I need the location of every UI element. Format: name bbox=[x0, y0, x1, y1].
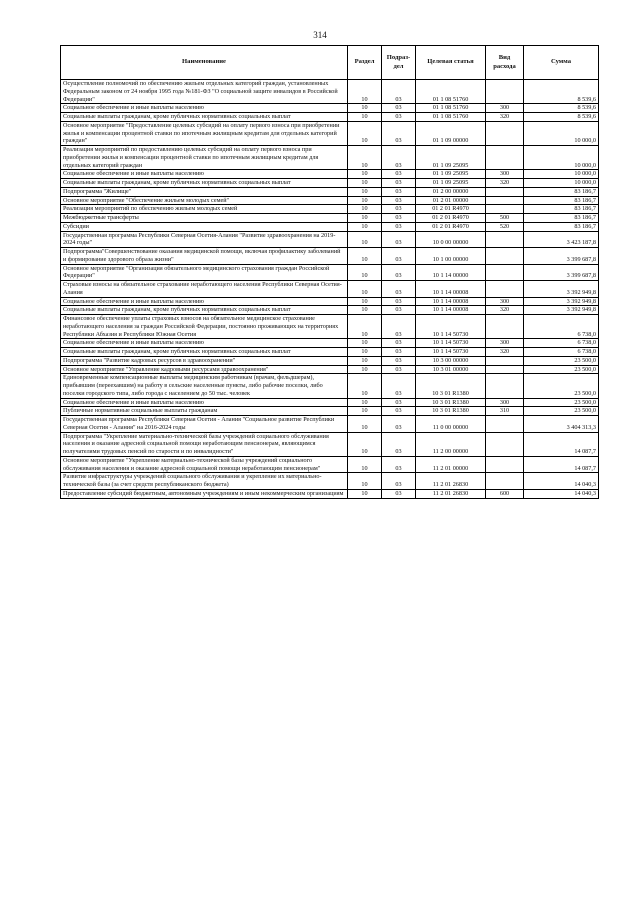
cell-name: Развитие инфраструктуры учреждений социального обслуживания и укрепление их материально-технической базы (за счет средств республиканского бюджета) bbox=[61, 473, 348, 490]
cell-kind bbox=[486, 315, 524, 339]
cell-name: Публичные нормативные социальные выплаты гражданам bbox=[61, 407, 348, 416]
cell-name: Основное мероприятие "Организация обязательного медицинского страхования граждан Российской Федерации" bbox=[61, 264, 348, 281]
cell-subsection: 03 bbox=[382, 281, 416, 298]
cell-section: 10 bbox=[348, 248, 382, 265]
cell-name: Финансовое обеспечение уплаты страховых взносов на обязательное медицинское страхование неработающего населения за граждан Российской Федерации, постоянно проживающих на территориях Республики Абхазия и Республики Южная Осетия bbox=[61, 315, 348, 339]
cell-code: 10 3 01 R1380 bbox=[416, 407, 486, 416]
table-row bbox=[61, 170, 599, 179]
cell-code: 10 1 14 00008 bbox=[416, 281, 486, 298]
cell-subsection: 03 bbox=[382, 179, 416, 188]
cell-name: Реализация мероприятий по обеспечению жильем молодых семей bbox=[61, 205, 348, 214]
cell-code: 10 3 01 R1380 bbox=[416, 374, 486, 398]
cell-name: Основное мероприятие "Обеспечение жильем молодых семей" bbox=[61, 196, 348, 205]
cell-kind bbox=[486, 80, 524, 104]
cell-kind bbox=[486, 374, 524, 398]
cell-name: Основное мероприятие "Укрепление материально-технической базы учреждений социального обслуживания населения и оказание адресной социальной помощи неработающим пенсионерам" bbox=[61, 456, 348, 473]
table-row bbox=[61, 80, 599, 104]
cell-subsection: 03 bbox=[382, 80, 416, 104]
cell-name: Подпрограмма "Жилище" bbox=[61, 187, 348, 196]
cell-subsection: 03 bbox=[382, 407, 416, 416]
table-row bbox=[61, 398, 599, 407]
cell-name: Основное мероприятие "Управление кадровыми ресурсами здравоохранения" bbox=[61, 365, 348, 374]
cell-code: 11 0 00 00000 bbox=[416, 416, 486, 433]
cell-subsection: 03 bbox=[382, 146, 416, 170]
cell-section: 10 bbox=[348, 456, 382, 473]
cell-subsection: 03 bbox=[382, 356, 416, 365]
cell-sum: 6 738,0 bbox=[524, 315, 599, 339]
cell-section: 10 bbox=[348, 113, 382, 122]
table-row bbox=[61, 231, 599, 248]
cell-section: 10 bbox=[348, 432, 382, 456]
cell-code: 11 2 01 26830 bbox=[416, 489, 486, 498]
cell-sum: 8 539,6 bbox=[524, 113, 599, 122]
column-header-kind: Вид расхода bbox=[486, 46, 524, 80]
cell-section: 10 bbox=[348, 222, 382, 231]
page-number: 314 bbox=[313, 30, 327, 40]
cell-sum: 14 087,7 bbox=[524, 432, 599, 456]
cell-subsection: 03 bbox=[382, 365, 416, 374]
table-row bbox=[61, 196, 599, 205]
cell-section: 10 bbox=[348, 365, 382, 374]
cell-kind bbox=[486, 456, 524, 473]
cell-name: Осуществление полномочий по обеспечению жильем отдельных категорий граждан, установленных Федеральным законом от 24 ноября 1995 года №181-ФЗ "О социальной защите инвалидов в Российской Федерации" bbox=[61, 80, 348, 104]
table-row bbox=[61, 222, 599, 231]
cell-code: 10 1 14 00000 bbox=[416, 264, 486, 281]
cell-code: 01 1 08 51760 bbox=[416, 80, 486, 104]
cell-section: 10 bbox=[348, 315, 382, 339]
cell-kind bbox=[486, 432, 524, 456]
cell-code: 10 1 14 00008 bbox=[416, 297, 486, 306]
cell-sum: 10 000,0 bbox=[524, 121, 599, 145]
cell-section: 10 bbox=[348, 170, 382, 179]
cell-section: 10 bbox=[348, 231, 382, 248]
cell-section: 10 bbox=[348, 264, 382, 281]
cell-section: 10 bbox=[348, 187, 382, 196]
cell-name: Социальные выплаты гражданам, кроме публичных нормативных социальных выплат bbox=[61, 113, 348, 122]
table-row bbox=[61, 432, 599, 456]
cell-kind: 600 bbox=[486, 489, 524, 498]
cell-section: 10 bbox=[348, 80, 382, 104]
cell-section: 10 bbox=[348, 473, 382, 490]
cell-subsection: 03 bbox=[382, 121, 416, 145]
cell-kind: 310 bbox=[486, 407, 524, 416]
cell-code: 01 1 08 51760 bbox=[416, 113, 486, 122]
cell-name: Социальные выплаты гражданам, кроме публичных нормативных социальных выплат bbox=[61, 306, 348, 315]
cell-section: 10 bbox=[348, 489, 382, 498]
cell-kind bbox=[486, 146, 524, 170]
cell-kind: 320 bbox=[486, 179, 524, 188]
cell-code: 11 2 01 26830 bbox=[416, 473, 486, 490]
cell-kind: 300 bbox=[486, 339, 524, 348]
cell-name: Социальное обеспечение и иные выплаты населению bbox=[61, 170, 348, 179]
cell-subsection: 03 bbox=[382, 315, 416, 339]
cell-sum: 3 399 687,8 bbox=[524, 264, 599, 281]
cell-subsection: 03 bbox=[382, 297, 416, 306]
cell-sum: 23 500,0 bbox=[524, 407, 599, 416]
cell-subsection: 03 bbox=[382, 416, 416, 433]
table-row bbox=[61, 416, 599, 433]
cell-section: 10 bbox=[348, 374, 382, 398]
table-row bbox=[61, 146, 599, 170]
cell-kind: 300 bbox=[486, 104, 524, 113]
cell-sum: 23 500,0 bbox=[524, 356, 599, 365]
cell-subsection: 03 bbox=[382, 214, 416, 223]
cell-subsection: 03 bbox=[382, 196, 416, 205]
table-row bbox=[61, 281, 599, 298]
cell-kind bbox=[486, 196, 524, 205]
cell-section: 10 bbox=[348, 281, 382, 298]
table-row bbox=[61, 214, 599, 223]
table-row bbox=[61, 297, 599, 306]
cell-section: 10 bbox=[348, 416, 382, 433]
cell-code: 10 1 00 00000 bbox=[416, 248, 486, 265]
cell-subsection: 03 bbox=[382, 489, 416, 498]
cell-subsection: 03 bbox=[382, 264, 416, 281]
cell-sum: 3 423 187,8 bbox=[524, 231, 599, 248]
cell-section: 10 bbox=[348, 121, 382, 145]
cell-section: 10 bbox=[348, 398, 382, 407]
cell-code: 01 1 09 00000 bbox=[416, 121, 486, 145]
cell-code: 01 1 09 25095 bbox=[416, 170, 486, 179]
table-row bbox=[61, 104, 599, 113]
table-row bbox=[61, 179, 599, 188]
cell-sum: 83 186,7 bbox=[524, 196, 599, 205]
cell-sum: 3 392 949,8 bbox=[524, 281, 599, 298]
cell-section: 10 bbox=[348, 348, 382, 357]
cell-code: 01 2 01 00000 bbox=[416, 196, 486, 205]
cell-sum: 23 500,0 bbox=[524, 365, 599, 374]
column-header-sum: Сумма bbox=[524, 46, 599, 80]
cell-name: Реализация мероприятий по предоставлению целевых субсидий на оплату первого взноса при приобретении жилья и компенсации процентной ставки по ипотечным жилищным кредитам для отдельных категорий граждан bbox=[61, 146, 348, 170]
cell-sum: 10 000,0 bbox=[524, 179, 599, 188]
cell-code: 11 2 00 00000 bbox=[416, 432, 486, 456]
table-row bbox=[61, 348, 599, 357]
cell-kind bbox=[486, 205, 524, 214]
cell-sum: 83 186,7 bbox=[524, 214, 599, 223]
cell-name: Социальные выплаты гражданам, кроме публичных нормативных социальных выплат bbox=[61, 348, 348, 357]
cell-code: 01 1 09 25095 bbox=[416, 179, 486, 188]
table-row bbox=[61, 121, 599, 145]
cell-sum: 8 539,6 bbox=[524, 80, 599, 104]
cell-sum: 23 500,0 bbox=[524, 374, 599, 398]
cell-code: 01 2 00 00000 bbox=[416, 187, 486, 196]
cell-sum: 3 392 949,8 bbox=[524, 297, 599, 306]
cell-name: Страховые взносы на обязательное страхование неработающего населения Республики Северная Осетия-Алания bbox=[61, 281, 348, 298]
table-row bbox=[61, 205, 599, 214]
cell-section: 10 bbox=[348, 407, 382, 416]
table-row bbox=[61, 306, 599, 315]
table-header-row bbox=[61, 46, 599, 80]
table-row bbox=[61, 473, 599, 490]
cell-kind bbox=[486, 187, 524, 196]
cell-section: 10 bbox=[348, 205, 382, 214]
cell-code: 10 3 01 00000 bbox=[416, 365, 486, 374]
cell-kind: 500 bbox=[486, 214, 524, 223]
cell-name: Предоставление субсидий бюджетным, автономным учреждениям и иным некоммерческим организациям bbox=[61, 489, 348, 498]
cell-name: Социальное обеспечение и иные выплаты населению bbox=[61, 104, 348, 113]
cell-section: 10 bbox=[348, 214, 382, 223]
cell-code: 01 2 01 R4970 bbox=[416, 214, 486, 223]
cell-subsection: 03 bbox=[382, 104, 416, 113]
cell-section: 10 bbox=[348, 104, 382, 113]
cell-sum: 14 040,3 bbox=[524, 473, 599, 490]
cell-sum: 3 399 687,8 bbox=[524, 248, 599, 265]
cell-kind bbox=[486, 248, 524, 265]
table-row bbox=[61, 248, 599, 265]
table-row bbox=[61, 489, 599, 498]
cell-kind bbox=[486, 121, 524, 145]
cell-sum: 6 738,0 bbox=[524, 348, 599, 357]
cell-subsection: 03 bbox=[382, 170, 416, 179]
cell-code: 01 2 01 R4970 bbox=[416, 205, 486, 214]
cell-name: Подпрограмма "Развитие кадровых ресурсов в здравоохранении" bbox=[61, 356, 348, 365]
cell-subsection: 03 bbox=[382, 187, 416, 196]
cell-kind bbox=[486, 473, 524, 490]
cell-sum: 3 404 313,3 bbox=[524, 416, 599, 433]
cell-code: 01 1 09 25095 bbox=[416, 146, 486, 170]
cell-kind: 320 bbox=[486, 113, 524, 122]
cell-kind: 320 bbox=[486, 306, 524, 315]
cell-kind bbox=[486, 264, 524, 281]
cell-code: 01 2 01 R4970 bbox=[416, 222, 486, 231]
cell-code: 01 1 08 51760 bbox=[416, 104, 486, 113]
cell-kind: 300 bbox=[486, 170, 524, 179]
cell-sum: 14 087,7 bbox=[524, 456, 599, 473]
table-row bbox=[61, 113, 599, 122]
cell-code: 10 1 14 50730 bbox=[416, 339, 486, 348]
cell-code: 11 2 01 00000 bbox=[416, 456, 486, 473]
cell-subsection: 03 bbox=[382, 248, 416, 265]
cell-code: 10 3 01 R1380 bbox=[416, 398, 486, 407]
cell-code: 10 3 00 00000 bbox=[416, 356, 486, 365]
cell-sum: 6 738,0 bbox=[524, 339, 599, 348]
cell-code: 10 0 00 00000 bbox=[416, 231, 486, 248]
cell-kind: 520 bbox=[486, 222, 524, 231]
cell-subsection: 03 bbox=[382, 456, 416, 473]
cell-name: Единовременные компенсационные выплаты медицинским работникам (врачам, фельдшерам), прибывшим (переехавшим) на работу в сельские населенные пункты, либо рабочие поселки, либо поселки городского типа, либо города с населением до 50 тыс. человек bbox=[61, 374, 348, 398]
budget-table bbox=[60, 45, 599, 499]
table-row bbox=[61, 356, 599, 365]
cell-code: 10 1 14 00008 bbox=[416, 306, 486, 315]
table-row bbox=[61, 264, 599, 281]
cell-section: 10 bbox=[348, 146, 382, 170]
table-row bbox=[61, 339, 599, 348]
cell-sum: 10 000,0 bbox=[524, 170, 599, 179]
cell-subsection: 03 bbox=[382, 398, 416, 407]
cell-section: 10 bbox=[348, 356, 382, 365]
cell-subsection: 03 bbox=[382, 306, 416, 315]
table-row bbox=[61, 315, 599, 339]
column-header-code: Целевая статья bbox=[416, 46, 486, 80]
cell-subsection: 03 bbox=[382, 205, 416, 214]
cell-name: Социальное обеспечение и иные выплаты населению bbox=[61, 398, 348, 407]
cell-name: Субсидии bbox=[61, 222, 348, 231]
cell-subsection: 03 bbox=[382, 339, 416, 348]
cell-sum: 3 392 949,8 bbox=[524, 306, 599, 315]
cell-sum: 8 539,6 bbox=[524, 104, 599, 113]
cell-code: 10 1 14 50730 bbox=[416, 348, 486, 357]
column-header-section: Раздел bbox=[348, 46, 382, 80]
column-header-name: Наименование bbox=[61, 46, 348, 80]
cell-name: Государственная программа Республики Северная Осетия - Алания "Социальное развитие Республики Северная Осетия - Алания" на 2016-2024 годы bbox=[61, 416, 348, 433]
cell-name: Государственная программа Республики Северная Осетия-Алания "Развитие здравоохранения на 2019-2024 годы" bbox=[61, 231, 348, 248]
cell-sum: 10 000,0 bbox=[524, 146, 599, 170]
cell-kind bbox=[486, 231, 524, 248]
cell-sum: 83 186,7 bbox=[524, 187, 599, 196]
cell-kind: 300 bbox=[486, 297, 524, 306]
cell-kind: 320 bbox=[486, 348, 524, 357]
table-row bbox=[61, 456, 599, 473]
cell-subsection: 03 bbox=[382, 348, 416, 357]
cell-name: Межбюджетные трансферты bbox=[61, 214, 348, 223]
cell-sum: 14 040,3 bbox=[524, 489, 599, 498]
cell-section: 10 bbox=[348, 196, 382, 205]
cell-subsection: 03 bbox=[382, 374, 416, 398]
cell-subsection: 03 bbox=[382, 113, 416, 122]
cell-kind bbox=[486, 365, 524, 374]
cell-name: Основное мероприятие "Предоставление целевых субсидий на оплату первого взноса при приобретении жилья и компенсации процентной ставки по ипотечным жилищным кредитам для отдельных категорий граждан" bbox=[61, 121, 348, 145]
cell-name: Социальные выплаты гражданам, кроме публичных нормативных социальных выплат bbox=[61, 179, 348, 188]
cell-sum: 23 500,0 bbox=[524, 398, 599, 407]
cell-kind bbox=[486, 281, 524, 298]
cell-kind: 300 bbox=[486, 398, 524, 407]
column-header-subsection: Подраз- дел bbox=[382, 46, 416, 80]
cell-kind bbox=[486, 416, 524, 433]
table-row bbox=[61, 374, 599, 398]
cell-sum: 83 186,7 bbox=[524, 205, 599, 214]
cell-section: 10 bbox=[348, 306, 382, 315]
cell-subsection: 03 bbox=[382, 222, 416, 231]
cell-name: Подпрограмма"Совершенствование оказания медицинской помощи, включая профилактику заболеваний и формирование здорового образа жизни" bbox=[61, 248, 348, 265]
cell-section: 10 bbox=[348, 297, 382, 306]
cell-name: Подпрограмма "Укрепление материально-технической базы учреждений социального обслуживания населения и оказание адресной социальной помощи неработающим пенсионерам, являющимся получателями трудовых пенсий по старости и по инвалидности" bbox=[61, 432, 348, 456]
cell-subsection: 03 bbox=[382, 473, 416, 490]
cell-section: 10 bbox=[348, 339, 382, 348]
table-row bbox=[61, 187, 599, 196]
table-row bbox=[61, 407, 599, 416]
cell-sum: 83 186,7 bbox=[524, 222, 599, 231]
cell-subsection: 03 bbox=[382, 231, 416, 248]
cell-code: 10 1 14 50730 bbox=[416, 315, 486, 339]
cell-name: Социальное обеспечение и иные выплаты населению bbox=[61, 339, 348, 348]
cell-subsection: 03 bbox=[382, 432, 416, 456]
table-row bbox=[61, 365, 599, 374]
cell-kind bbox=[486, 356, 524, 365]
cell-section: 10 bbox=[348, 179, 382, 188]
cell-name: Социальное обеспечение и иные выплаты населению bbox=[61, 297, 348, 306]
